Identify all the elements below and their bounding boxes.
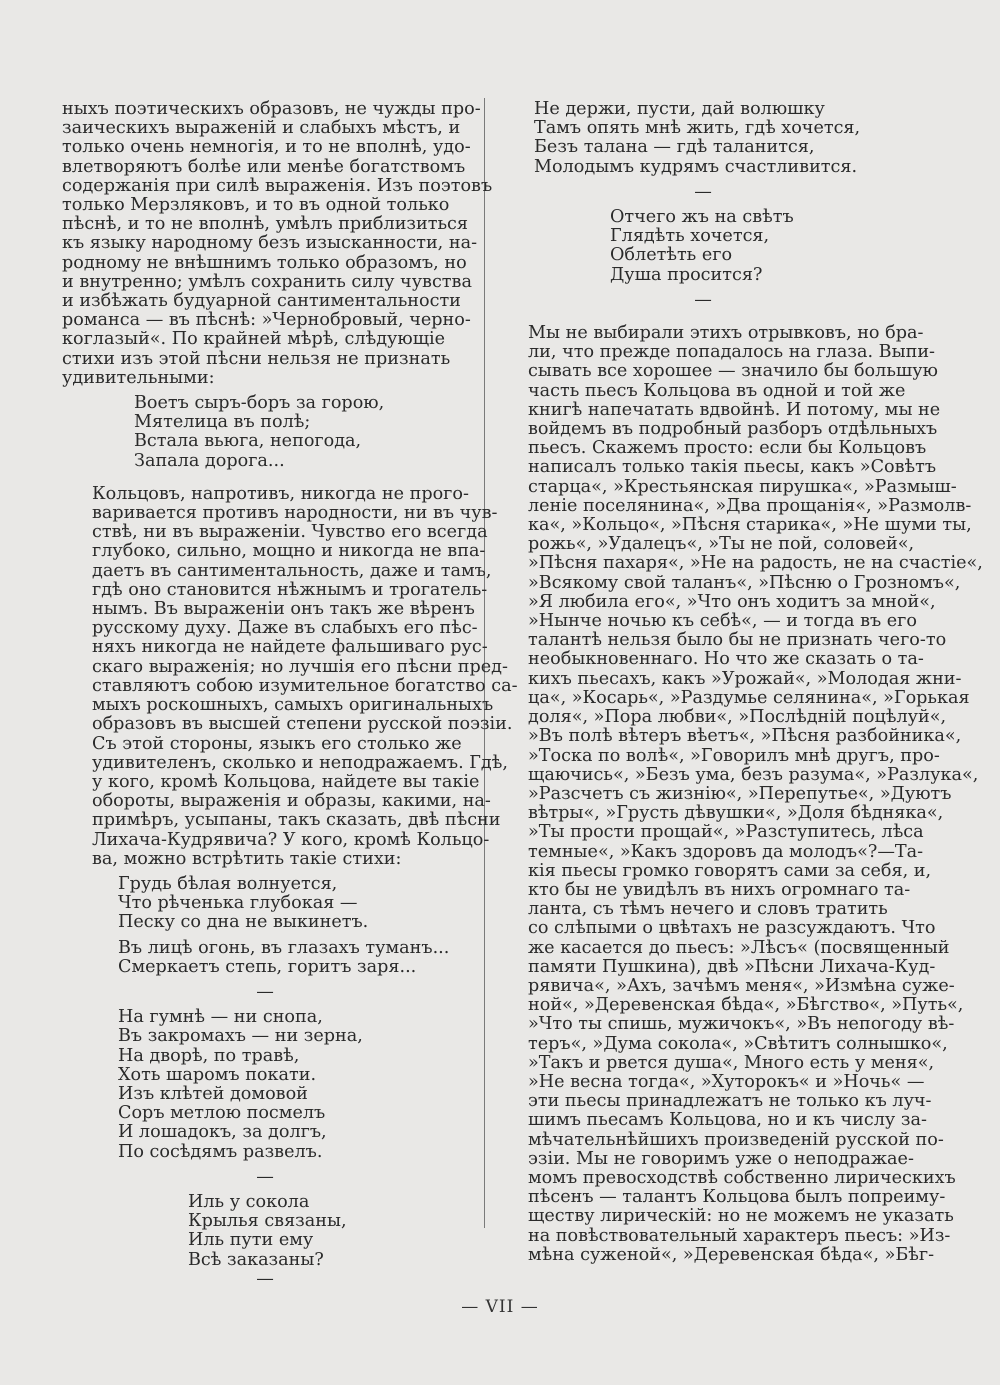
verse-line: Иль у сокола [188,1191,310,1212]
text-line: ца«, »Косарь«, »Раздумье селянина«, »Горькая [528,687,970,708]
text-line: ствѣ, ни въ выраженіи. Чувство его всегда [92,522,488,543]
paragraph-selection [498,323,983,1265]
text-line: Съ этой стороны, языкъ его столько же [92,733,462,754]
text-line: рожь«, »Удалецъ«, »Ты не пой, соловей«, [528,534,915,555]
verse-grud-belaya [118,875,468,933]
text-line: удивителенъ, сколько и неподражаемъ. Гдѣ, [92,752,508,773]
text-line: книгѣ напечатать вдвойнѣ. И потому, мы не [528,399,941,420]
text-line: необыкновеннаго. Но что же сказать о та- [528,649,924,670]
verse-line: Глядѣть хочется, [610,226,770,247]
left-column [62,99,518,1289]
text-line: »Нынче ночью къ себѣ«, — и тогда въ его [528,611,917,632]
text-line: талантѣ нельзя было бы не признать чего-то [528,630,947,651]
text-line: Мы не выбирали этихъ отрывковъ, но бра- [528,323,924,344]
text-line: скаго выраженія; но лучшія его пѣсни пред- [92,656,508,677]
verse-line: Что рѣченька глубокая — [118,893,358,914]
verse-line: Мятелица въ полѣ; [134,412,311,433]
text-line: щаючись«, »Безъ ума, безъ разума«, »Разлука«, [528,764,979,785]
verse-line: Смеркаетъ степь, горитъ заря... [118,956,417,977]
verse-separator: — [256,1268,274,1289]
text-line: рявича«, »Ахъ, зачѣмъ меня«, »Измѣна суже- [528,975,955,996]
text-line: кихъ пьесахъ, какъ »Урожай«, »Молодая жни- [528,668,962,689]
text-line: удивительными: [62,367,215,388]
text-line: со слѣпыми о цвѣтахъ не разсуждаютъ. Что [528,918,936,939]
text-line: часть пьесъ Кольцова въ одной и той же [528,380,906,401]
text-line: заическихъ выраженій и слабыхъ мѣстъ, и [62,118,461,139]
verse-line: И лошадокъ, за долгъ, [118,1122,327,1143]
text-line: даетъ въ сантиментальность, даже и тамъ, [92,560,492,581]
text-line: теръ«, »Дума сокола«, »Свѣтитъ солнышко«, [528,1033,948,1054]
text-line: ланта, съ тѣмъ нечего и словъ тратить [528,899,888,920]
verse-line: Запала дорога... [134,450,285,471]
verse-line: Соръ метлою посмелъ [118,1103,326,1124]
text-line: »Пѣсня пахаря«, »Не на радость, не на счастіе«, [528,553,983,574]
verse-ne-derzhi [534,100,908,177]
text-line: пѣсенъ — талантъ Кольцова былъ попреиму- [528,1187,946,1208]
verse-line: Иль пути ему [188,1230,314,1251]
text-line: гдѣ оно становится нѣжнымъ и трогатель- [92,579,488,600]
text-line: ка«, »Кольцо«, »Пѣсня старика«, »Не шуми ты, [528,515,972,536]
verse-line: Въ закромахъ — ни зерна, [118,1026,363,1047]
verse-il-u-sokola [188,1193,468,1270]
text-line: сывать все хорошее — значило бы большую [528,361,938,382]
text-line: обороты, выраженія и образы, какими, на- [92,791,491,812]
text-line: пѣснѣ, и то не вполнѣ, умѣлъ приблизиться [62,214,469,235]
text-line: глубоко, сильно, мощно и никогда не впа- [92,541,486,562]
verse-separator: — [256,1166,274,1187]
text-line: варивается противъ народности, ни въ чув- [92,503,498,524]
text-line: момъ превосходствѣ собственно лирическихъ [528,1167,956,1188]
verse-line: Отчего жъ на свѣтъ [610,207,794,228]
text-line: ныхъ поэтическихъ образовъ, не чужды про- [62,99,481,119]
text-line: кія пьесы громко говорятъ сами за себя, и, [528,860,932,881]
text-line: стихи изъ этой пѣсни нельзя не признать [62,348,451,369]
text-line: только очень немногія, и то не вполнѣ, удо- [62,137,471,158]
verse-line: Не держи, пусти, дай волюшку [534,99,825,119]
verse-line: Грудь бѣлая волнуется, [118,873,338,894]
text-line: темные«, »Какъ здоровъ да молодъ«?—Та- [528,841,924,862]
verse-line: Песку со дна не выкинетъ. [118,912,369,933]
verse-v-litse-ogon [118,939,468,977]
verse-line: Изъ клѣтей домовой [118,1083,308,1104]
text-line: эзіи. Мы не говоримъ уже о неподражае- [528,1148,914,1169]
text-line: ной«, »Деревенская бѣда«, »Бѣгство«, »Путь«, [528,995,964,1016]
text-line: влетворяютъ болѣе или менѣе богатствомъ [62,156,466,177]
text-line: ставляютъ собою изумительное богатство са- [92,675,518,696]
verse-line: Хоть шаромъ покати. [118,1064,317,1085]
text-line: пьесъ. Скажемъ просто: если бы Кольцовъ [528,438,927,459]
text-line: написалъ только такія пьесы, какъ »Совѣтъ [528,457,937,478]
text-line: ществу лирическій: но не можемъ не указать [528,1206,954,1227]
text-line: »Тоска по волѣ«, »Говорилъ мнѣ другъ, про- [528,745,940,766]
text-line: романса — въ пѣснѣ: »Чернобровый, черно- [62,310,471,331]
text-line: же касается до пьесъ: »Лѣсъ« (посвященный [528,937,950,958]
verse-line: Воетъ сыръ-боръ за горою, [134,393,385,414]
verse-otchego-zh [610,208,908,285]
verse-line: Всѣ заказаны? [188,1249,324,1270]
text-line: родному не внѣшнимъ только образомъ, но [62,252,467,273]
verse-line: По сосѣдямъ развелъ. [118,1141,323,1162]
text-line: примѣръ, усыпаны, такъ сказать, двѣ пѣсни [92,810,501,831]
verse-na-gumne [118,1008,468,1162]
text-line: доля«, »Пора любви«, »Послѣдній поцѣлуй«, [528,707,947,728]
text-line: »Разсчетъ съ жизнію«, »Перепутье«, »Дуютъ [528,783,952,804]
text-line: и избѣжать будуарной сантиментальности [62,291,461,312]
verse-separator: — [694,289,712,310]
text-line: коглазый«. По крайней мѣрѣ, слѣдующіе [62,329,446,350]
verse-line: Безъ талана — гдѣ таланится, [534,137,815,158]
text-line: и внутренно; умѣлъ сохранить силу чувства [62,271,472,292]
text-line: вѣтры«, »Грусть дѣвушки«, »Доля бѣдняка«, [528,803,944,824]
text-line: къ языку народному безъ изысканности, на- [62,233,478,254]
text-line: мыхъ роскошныхъ, самыхъ оригинальныхъ [92,695,494,716]
text-line: войдемъ въ подробный разборъ отдѣльныхъ [528,419,938,440]
verse-line: На гумнѣ — ни снопа, [118,1007,323,1028]
verse-line: Тамъ опять мнѣ жить, гдѣ хочется, [534,118,861,139]
text-line: у кого, кромѣ Кольцова, найдете вы такіе [92,771,480,792]
text-line: эти пьесы принадлежатъ не только къ луч- [528,1091,932,1112]
verse-voet-syr-bor [134,394,468,471]
text-line: памяти Пушкина), двѣ »Пѣсни Лихача-Куд- [528,956,936,977]
text-line: »Ты прости прощай«, »Разступитесь, лѣса [528,822,924,843]
text-line: содержанія при силѣ выраженія. Изъ поэтовъ [62,175,493,196]
text-line: Кольцовъ, напротивъ, никогда не прого- [92,483,469,504]
text-line: на повѣствовательный характеръ пьесъ: »Из- [528,1225,951,1246]
text-line: »Въ полѣ вѣтеръ вѣетъ«, »Пѣсня разбойника«, [528,726,962,747]
verse-line: Въ лицѣ огонь, въ глазахъ туманъ... [118,937,450,958]
verse-line: Встала вьюга, непогода, [134,431,362,452]
text-line: ва, можно встрѣтить такіе стихи: [92,848,402,869]
text-line: леніе поселянина«, »Два прощанія«, »Размолв- [528,495,972,516]
text-line: »Что ты спишь, мужичокъ«, »Въ непогоду вѣ- [528,1014,955,1035]
text-line: только Мерзляковъ, и то въ одной только [62,195,450,216]
text-line: шимъ пьесамъ Кольцова, но и къ числу за- [528,1110,927,1131]
right-column [498,99,983,1265]
text-line: нымъ. Въ выраженіи онъ такъ же вѣренъ [92,599,475,620]
text-line: »Не весна тогда«, »Хуторокъ« и »Ночь« — [528,1071,925,1092]
text-line: русскому духу. Даже въ слабыхъ его пѣс- [92,618,478,639]
text-line: ли, что прежде попадалось на глаза. Выпи- [528,342,936,363]
text-line: »Всякому свой таланъ«, »Пѣсню о Грозномъ«, [528,572,961,593]
text-line: кто бы не увидѣлъ въ нихъ огромнаго та- [528,879,911,900]
text-line: образовъ въ высшей степени русской поэзіи. [92,714,513,735]
text-line: няхъ никогда не найдете фальшиваго рус- [92,637,488,658]
text-line: мѣна суженой«, »Деревенская бѣда«, »Бѣг- [528,1244,935,1265]
page-number: — VII — [461,1297,539,1317]
paragraph-poets [62,99,493,388]
text-line: »Такъ и рвется душа«, Много есть у меня«, [528,1052,935,1073]
verse-line: Молодымъ кудрямъ счастливится. [534,156,858,177]
paragraph-koltsov-language [62,483,518,869]
verse-separator: — [694,181,712,202]
text-line: мѣчательнѣйшихъ произведеній русской по- [528,1129,944,1150]
verse-line: Крылья связаны, [188,1211,347,1232]
verse-line: Облетѣть его [610,245,733,266]
verse-line: Душа просится? [610,264,763,285]
verse-separator: — [256,981,274,1002]
text-line: старца«, »Крестьянская пирушка«, »Размыш- [528,476,957,497]
text-line: Лихача-Кудрявича? У кого, кромѣ Кольцо- [92,829,490,850]
verse-line: На дворѣ, по травѣ, [118,1045,300,1066]
text-line: »Я любила его«, »Что онъ ходитъ за мной«, [528,591,936,612]
